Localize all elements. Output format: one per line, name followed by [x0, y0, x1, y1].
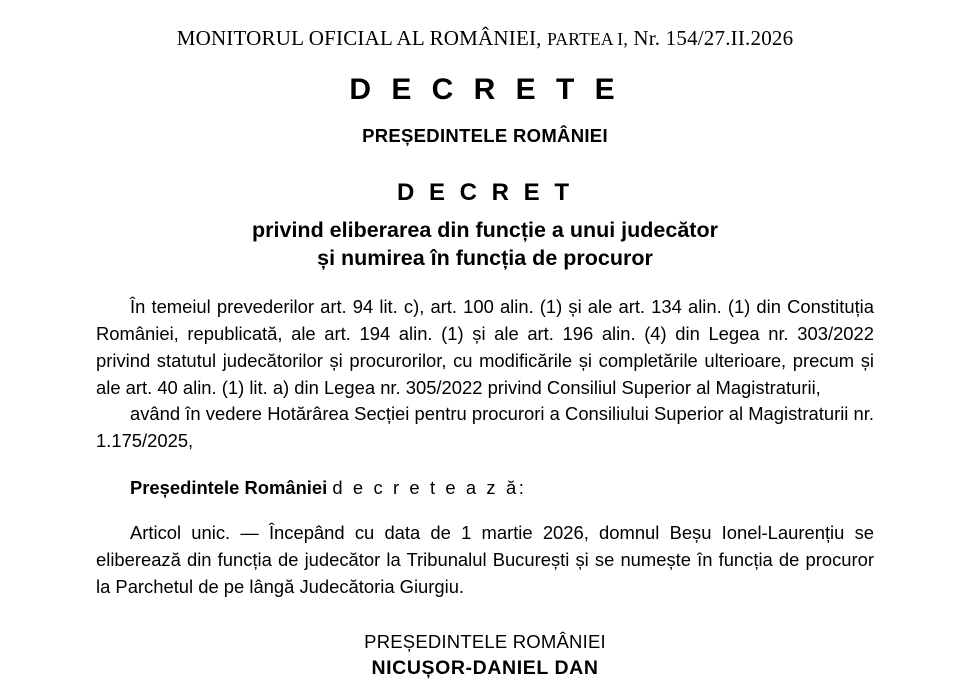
publication-title: MONITORUL OFICIAL AL ROMÂNIEI, — [176, 26, 542, 50]
article-paragraph: Articol unic. — Începând cu data de 1 martie 2026, domnul Beșu Ionel-Laurențiu se eliberează din funcția de judecător la Tribunalul București și se numește în funcția de procuror la Parchetul de pe lângă Judecătoria Giurgiu. — [96, 522, 874, 597]
document-subtitle-line-2: și numirea în funcția de procuror — [317, 245, 653, 270]
document-subtitle-line-1: privind eliberarea din funcție a unui judecător — [252, 218, 718, 242]
considering-paragraph: având în vedere Hotărârea Secției pentru procurori a Consiliului Superior al Magistraturii nr. 1.175/2025, — [96, 403, 874, 452]
masthead — [96, 26, 874, 51]
section-title: D E C R E T E — [349, 73, 621, 106]
document-type-title: D E C R E T — [396, 179, 573, 206]
enacting-subject: Președintele României — [130, 477, 328, 499]
signatory-name: NICUȘOR-DANIEL DAN — [371, 656, 599, 679]
signatory-role: PREȘEDINTELE ROMÂNIEI — [364, 630, 606, 652]
publication-issue: Nr. 154/27.II.2026 — [633, 26, 794, 50]
issuing-authority: PREȘEDINTELE ROMÂNIEI — [362, 125, 608, 146]
document-body — [96, 294, 874, 601]
enacting-verb: d e c r e t e a z ă: — [332, 477, 527, 499]
preamble-paragraph: În temeiul prevederilor art. 94 lit. c), art. 100 alin. (1) și ale art. 134 alin. (1) din Constituția României, republicată, ale art. 194 alin. (1) și ale art. 196 alin. (4) din Legea nr. 303/2022 privind statutul judecătorilor și procurorilor, cu modificările și completările ulterioare, precum și ale art. 40 alin. (1) lit. a) din Legea nr. 305/2022 privind Consiliul Superior al Magistraturii, — [96, 296, 874, 398]
document-subtitle — [96, 217, 874, 272]
enacting-clause — [96, 475, 874, 502]
signature-block — [96, 631, 874, 680]
publication-part: PARTEA I, — [547, 29, 628, 49]
